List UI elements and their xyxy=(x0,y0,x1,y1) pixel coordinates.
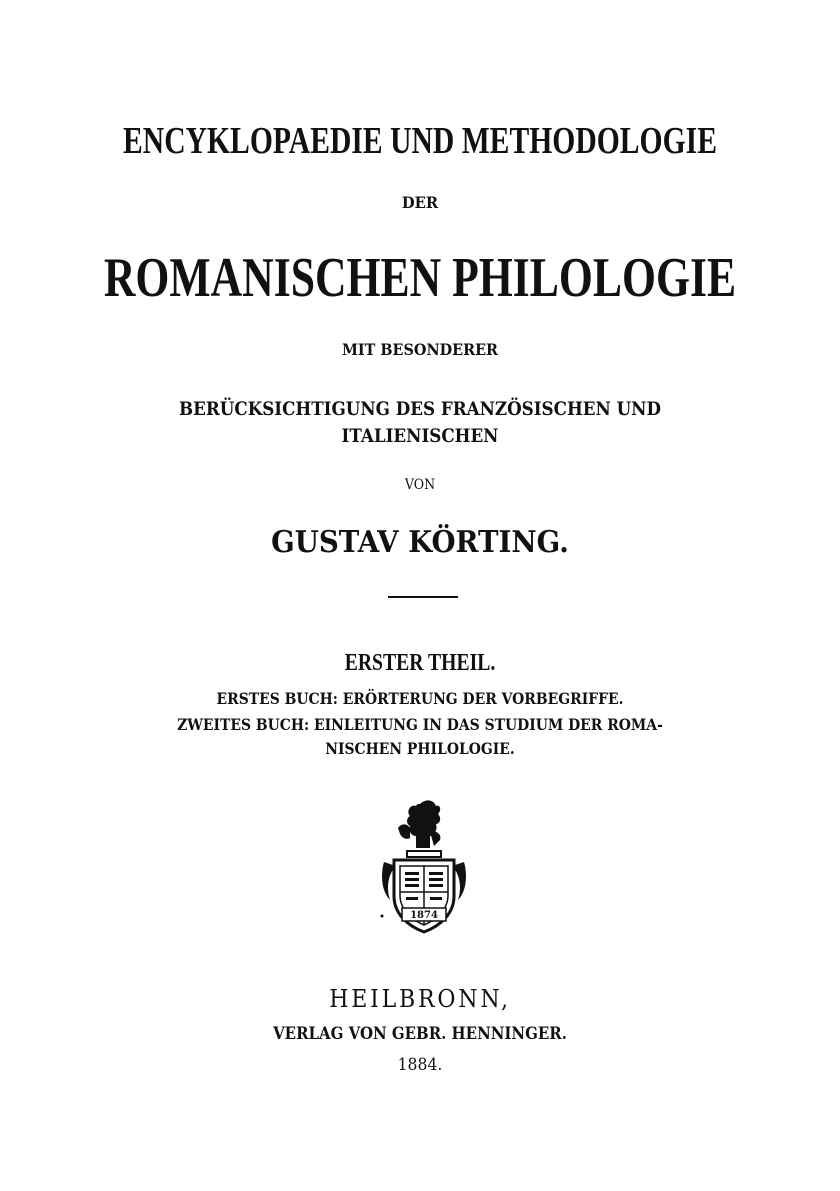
title-line-1: ENCYKLOPAEDIE UND METHODOLOGIE xyxy=(123,120,717,162)
subtitle-line-1: MIT BESONDERER xyxy=(341,340,499,359)
subtitle-line-3: ITALIENISCHEN xyxy=(341,425,499,447)
book-1-line: ERSTES BUCH: ERÖRTERUNG DER VORBEGRIFFE. xyxy=(216,689,624,708)
title-line-2: DER xyxy=(401,193,439,212)
part-title: ERSTER THEIL. xyxy=(344,650,496,676)
imprint-year: 1884. xyxy=(397,1055,443,1075)
book-2-line: ZWEITES BUCH: EINLEITUNG IN DAS STUDIUM DER ROMA- xyxy=(177,715,663,734)
book-2-line-continued: NISCHEN PHILOLOGIE. xyxy=(325,739,515,758)
main-title: ROMANISCHEN PHILOLOGIE xyxy=(103,247,737,309)
imprint-publisher: VERLAG VON GEBR. HENNINGER. xyxy=(273,1024,567,1044)
author-name: GUSTAV KÖRTING. xyxy=(271,525,569,560)
emblem-year: 1874 xyxy=(410,910,438,921)
byline-von: VON xyxy=(404,477,436,493)
imprint-city: HEILBRONN, xyxy=(329,985,511,1013)
subtitle-line-2: BERÜCKSICHTIGUNG DES FRANZÖSISCHEN UND xyxy=(179,398,661,420)
publisher-lion-crest-icon xyxy=(376,792,472,942)
separator-rule xyxy=(388,596,458,598)
